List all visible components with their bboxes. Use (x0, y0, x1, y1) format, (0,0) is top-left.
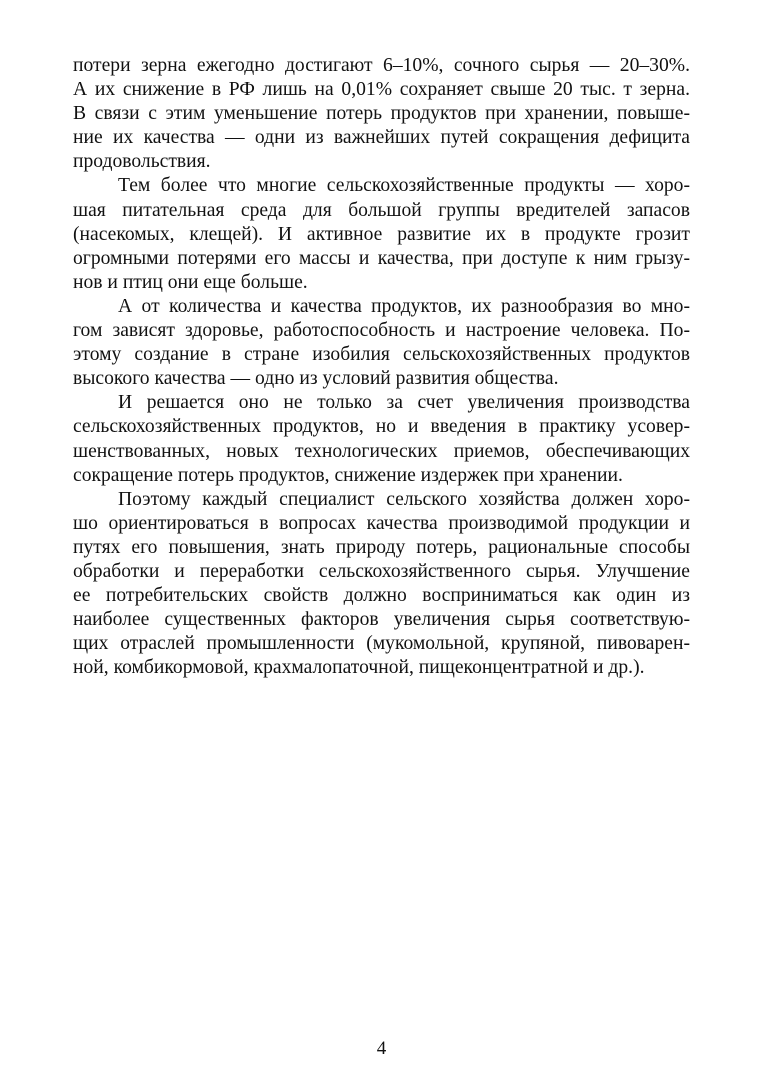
paragraph (73, 488, 690, 681)
text-line: путях его повышения, знать природу потерь, рациональные способы (73, 536, 690, 558)
text-line: щих отраслей промышленности (мукомольной, крупяной, пивоварен- (73, 633, 690, 655)
text-line: наиболее существенных факторов увеличения сырья соответствую- (73, 609, 690, 631)
text-line: гом зависят здоровье, работоспособность и настроение человека. По- (73, 320, 690, 342)
text-line: обработки и переработки сельскохозяйственного сырья. Улучшение (73, 560, 690, 582)
text-line: высокого качества — одно из условий развития общества. (73, 368, 559, 390)
text-line: шенствованных, новых технологических приемов, обеспечивающих (73, 440, 690, 462)
text-line: шо ориентироваться в вопросах качества производимой продукции и (73, 512, 690, 534)
text-line: сокращение потерь продуктов, снижение издержек при хранении. (73, 464, 623, 486)
text-line: ее потребительских свойств должно восприниматься как один из (73, 585, 690, 607)
text-line: ной, комбикормовой, крахмалопаточной, пищеконцентратной и др.). (73, 657, 645, 679)
page-number: 4 (376, 1038, 387, 1059)
text-line: огромными потерями его массы и качества, при доступе к ним грызу- (73, 247, 690, 269)
text-line: потери зерна ежегодно достигают 6–10%, сочного сырья — 20–30%. (73, 55, 690, 76)
text-line: И решается оно не только за счет увеличения производства (118, 392, 690, 414)
paragraph (73, 54, 690, 174)
text-line: этому создание в стране изобилия сельскохозяйственных продуктов (73, 344, 690, 366)
text-line: сельскохозяйственных продуктов, но и введения в практику усовер- (73, 416, 690, 438)
text-line: шая питательная среда для большой группы вредителей запасов (73, 199, 690, 221)
text-line: Тем более что многие сельскохозяйственные продукты — хоро- (118, 175, 690, 197)
text-line: ние их качества — одни из важнейших путей сокращения дефицита (73, 127, 690, 149)
paragraph (73, 174, 690, 294)
text-line: продовольствия. (73, 151, 211, 173)
body-text (73, 54, 690, 680)
text-line: В связи с этим уменьшение потерь продуктов при хранении, повыше- (73, 103, 690, 125)
text-line: А от количества и качества продуктов, их разнообразия во мно- (118, 295, 690, 317)
text-line: Поэтому каждый специалист сельского хозяйства должен хоро- (118, 488, 690, 510)
text-line: (насекомых, клещей). И активное развитие их в продукте грозит (73, 223, 690, 245)
text-line: нов и птиц они еще больше. (73, 271, 308, 293)
text-line: А их снижение в РФ лишь на 0,01% сохраняет свыше 20 тыс. т зерна. (73, 79, 690, 101)
paragraph (73, 295, 690, 391)
paragraph (73, 391, 690, 487)
